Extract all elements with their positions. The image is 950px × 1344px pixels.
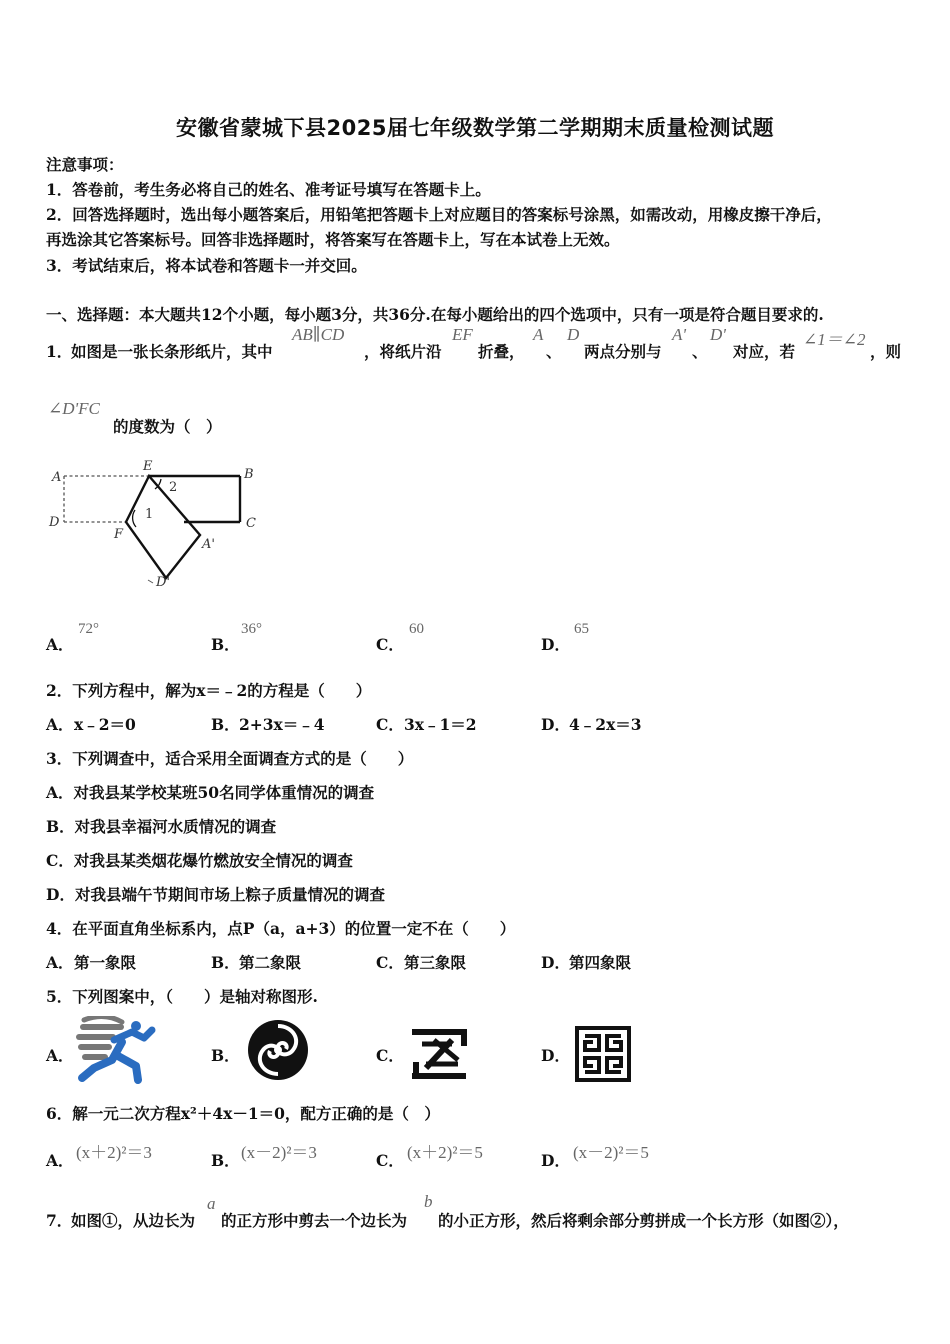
q6-option-a-label: A． (46, 1151, 74, 1170)
q6-option-c-value: (x＋2)²＝5 (407, 1143, 483, 1162)
swirl-pattern-icon (241, 1016, 315, 1084)
q2-option-c-value: 3x﹣1＝2 (404, 715, 477, 734)
notice-item-3: 3．考试结束后，将本试卷和答题卡一并交回。 (46, 256, 367, 275)
q5-stem: 5．下列图案中，（ ）是轴对称图形. (46, 987, 318, 1006)
q1-text-6: 、 (692, 342, 708, 361)
q1-math-ab-cd: AB∥CD (292, 325, 345, 344)
q4-option-c-value: 第三象限 (404, 953, 467, 972)
q4-option-b-value: 第二象限 (239, 953, 302, 972)
fig-label-a-prime: A' (202, 537, 215, 552)
q4-option-a-value: 第一象限 (74, 953, 137, 972)
q1-text-1: 如图是一张长条形纸片，其中 (71, 342, 273, 361)
q1-math-angles: ∠1＝∠2 (803, 330, 866, 349)
q1-math-a-prime: A' (672, 325, 687, 344)
q4-option-c-label: C． (376, 953, 404, 972)
q6-option-d-value: (x－2)²＝5 (573, 1143, 649, 1162)
fig-label-e: E (143, 459, 153, 474)
q1-option-c-label: C． (376, 635, 404, 654)
q1-text-2: ，将纸片沿 (364, 342, 442, 361)
q5-option-d-label: D． (541, 1046, 570, 1065)
q2-option-c-label: C． (376, 715, 404, 734)
q4-stem: 4．在平面直角坐标系内，点P（a，a+3）的位置一定不在（ ） (46, 919, 516, 938)
q6-stem: 6．解一元二次方程x²＋4x－1＝0，配方正确的是（ ） (46, 1104, 440, 1123)
fig-label-d: D (49, 515, 60, 530)
q7-text-2: 的正方形中剪去一个边长为 (221, 1211, 408, 1230)
q2-option-d-value: 4﹣2x＝3 (569, 715, 642, 734)
q4-option-d-label: D． (541, 953, 570, 972)
q3-option-c: C．对我县某类烟花爆竹燃放安全情况的调查 (46, 851, 353, 870)
q4-option-d-value: 第四象限 (569, 953, 632, 972)
q4-option-a-label: A． (46, 953, 74, 972)
q5-option-c-label: C． (376, 1046, 404, 1065)
notice-item-1: 1．答卷前，考生务必将自己的姓名、准考证号填写在答题卡上。 (46, 180, 491, 199)
q3-option-d: D．对我县端午节期间市场上粽子质量情况的调查 (46, 885, 385, 904)
fig-label-angle-2: 2 (169, 480, 178, 495)
q6-option-b-value: (x－2)²＝3 (241, 1143, 317, 1162)
q5-option-b-label: B． (211, 1046, 240, 1065)
q2-stem: 2．下列方程中，解为x＝﹣2的方程是（ ） (46, 681, 372, 700)
q1-option-a-value: 72° (78, 621, 99, 637)
fig-label-a: A (52, 470, 62, 485)
q7-text-3: 的小正方形，然后将剩余部分剪拼成一个长方形（如图②）， (438, 1211, 849, 1230)
q4-option-b-label: B． (211, 953, 240, 972)
section-heading: 一、选择题：本大题共12个小题，每小题3分，共36分.在每小题给出的四个选项中，只有一项是符合题目要求的. (46, 305, 824, 324)
fig-label-angle-1: 1 (145, 507, 154, 522)
q1-math-d-prime: D' (710, 325, 726, 344)
q2-option-a-label: A． (46, 715, 74, 734)
q5-option-a-label: A． (46, 1046, 74, 1065)
runner-logo-icon (74, 1016, 158, 1084)
notice-heading: 注意事项： (46, 155, 124, 174)
page-title: 安徽省蒙城下县2025届七年级数学第二学期期末质量检测试题 (176, 116, 774, 140)
q6-option-a-value: (x＋2)²＝3 (76, 1143, 152, 1162)
q2-option-d-label: D． (541, 715, 570, 734)
interlock-pattern-icon (408, 1024, 472, 1084)
q1-option-b-value: 36° (241, 621, 262, 637)
q1-text-4: 、 (546, 342, 562, 361)
notice-item-2a: 2．回答选择题时，选出每小题答案后，用铅笔把答题卡上对应题目的答案标号涂黑，如需改动，用橡皮擦干净后， (46, 205, 832, 224)
q7-math-b: b (424, 1192, 433, 1211)
q7-number: 7． (46, 1211, 73, 1230)
q2-option-b-label: B． (211, 715, 240, 734)
q1-figure (44, 452, 264, 592)
q1-text-8: ，则 (870, 342, 902, 361)
fig-label-b: B (244, 467, 254, 482)
fig-label-c: C (246, 516, 256, 531)
q6-option-d-label: D． (541, 1151, 570, 1170)
q1-option-d-label: D． (541, 635, 570, 654)
q1-math-ef: EF (452, 325, 473, 344)
q1-text-7: 对应，若 (733, 342, 796, 361)
q3-option-a: A．对我县某学校某班50名同学体重情况的调查 (46, 783, 375, 802)
q6-option-b-label: B． (211, 1151, 240, 1170)
q1-text-3: 折叠， (478, 342, 525, 361)
q2-option-b-value: 2+3x＝﹣4 (239, 715, 325, 734)
q6-option-c-label: C． (376, 1151, 404, 1170)
q7-text-1: 如图①，从边长为 (71, 1211, 196, 1230)
q1-option-b-label: B． (211, 635, 240, 654)
fig-label-f: F (114, 527, 124, 542)
notice-item-2b: 再选涂其它答案标号。回答非选择题时，将答案写在答题卡上，写在本试卷上无效。 (46, 230, 620, 249)
q1-math-d: D (567, 325, 580, 344)
q1-number: 1． (46, 342, 73, 361)
q1-text-9: 的度数为（ ） (113, 417, 222, 436)
q7-math-a: a (207, 1194, 216, 1213)
q1-option-d-value: 65 (574, 621, 589, 637)
q1-option-a-label: A． (46, 635, 74, 654)
q1-text-5: 两点分别与 (584, 342, 662, 361)
q1-option-c-value: 60 (409, 621, 424, 637)
q3-option-b: B．对我县幸福河水质情况的调查 (46, 817, 277, 836)
q2-option-a-value: x﹣2＝0 (74, 715, 136, 734)
q1-math-angle-dfc: ∠D'FC (48, 399, 100, 418)
fig-label-d-prime: D' (156, 575, 170, 590)
q3-stem: 3．下列调查中，适合采用全面调查方式的是（ ） (46, 749, 414, 768)
fret-pattern-icon (575, 1026, 631, 1082)
q1-math-a: A (533, 325, 544, 344)
